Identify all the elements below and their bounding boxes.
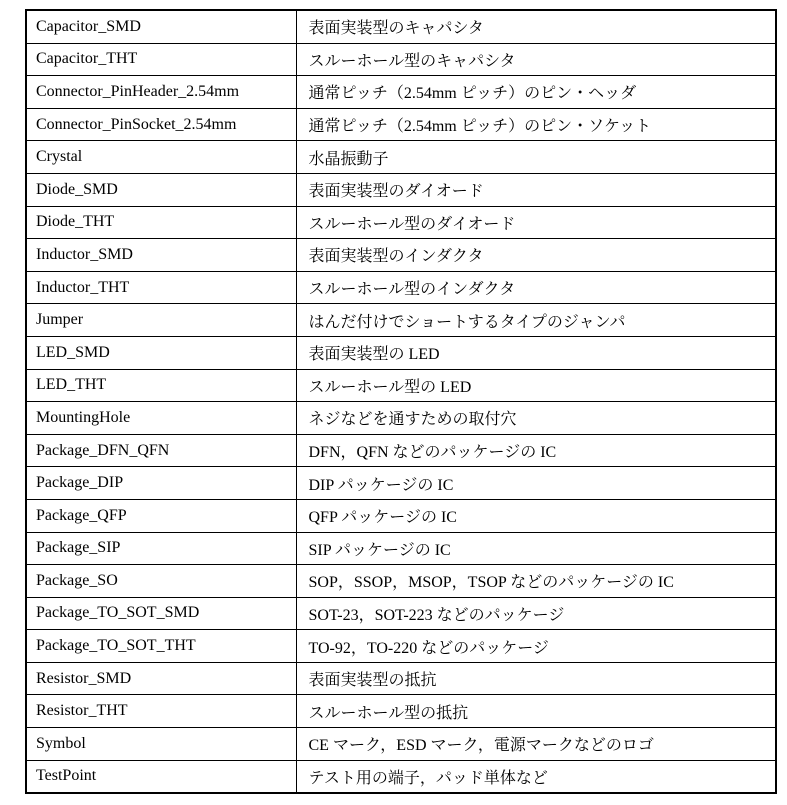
table-row bbox=[26, 76, 776, 109]
description-cell: QFP パッケージの IC bbox=[296, 499, 776, 532]
table-row bbox=[26, 43, 776, 76]
table-row bbox=[26, 402, 776, 435]
library-name-cell: Symbol bbox=[26, 728, 296, 761]
table-row bbox=[26, 760, 776, 793]
library-name-cell: Package_DFN_QFN bbox=[26, 434, 296, 467]
library-name-cell: Package_TO_SOT_THT bbox=[26, 630, 296, 663]
table-row bbox=[26, 239, 776, 272]
library-name-cell: Capacitor_SMD bbox=[26, 10, 296, 43]
description-cell: 水晶振動子 bbox=[296, 141, 776, 174]
library-name-cell: Connector_PinSocket_2.54mm bbox=[26, 108, 296, 141]
description-cell: スルーホール型の LED bbox=[296, 369, 776, 402]
description-cell: ネジなどを通すための取付穴 bbox=[296, 402, 776, 435]
library-name-cell: LED_THT bbox=[26, 369, 296, 402]
table-row bbox=[26, 565, 776, 598]
table-row bbox=[26, 630, 776, 663]
library-name-cell: Package_SO bbox=[26, 565, 296, 598]
library-name-cell: LED_SMD bbox=[26, 336, 296, 369]
table-row bbox=[26, 206, 776, 239]
library-name-cell: Crystal bbox=[26, 141, 296, 174]
library-name-cell: Capacitor_THT bbox=[26, 43, 296, 76]
library-name-cell: Diode_THT bbox=[26, 206, 296, 239]
description-cell: 表面実装型の抵抗 bbox=[296, 662, 776, 695]
library-name-cell: Package_QFP bbox=[26, 499, 296, 532]
description-cell: TO-92，TO-220 などのパッケージ bbox=[296, 630, 776, 663]
table-row bbox=[26, 728, 776, 761]
description-cell: SIP パッケージの IC bbox=[296, 532, 776, 565]
description-cell: 表面実装型のインダクタ bbox=[296, 239, 776, 272]
description-cell: テスト用の端子，パッド単体など bbox=[296, 760, 776, 793]
table-row bbox=[26, 108, 776, 141]
description-cell: スルーホール型のインダクタ bbox=[296, 271, 776, 304]
table-row bbox=[26, 597, 776, 630]
table-row bbox=[26, 369, 776, 402]
table-row bbox=[26, 173, 776, 206]
table-body bbox=[26, 10, 776, 793]
description-cell: 通常ピッチ（2.54mm ピッチ）のピン・ヘッダ bbox=[296, 76, 776, 109]
description-cell: 表面実装型の LED bbox=[296, 336, 776, 369]
description-cell: はんだ付けでショートするタイプのジャンパ bbox=[296, 304, 776, 337]
library-name-cell: Resistor_SMD bbox=[26, 662, 296, 695]
description-cell: 表面実装型のキャパシタ bbox=[296, 10, 776, 43]
table-row bbox=[26, 499, 776, 532]
table-row bbox=[26, 532, 776, 565]
description-cell: DFN，QFN などのパッケージの IC bbox=[296, 434, 776, 467]
library-name-cell: Package_DIP bbox=[26, 467, 296, 500]
library-name-cell: Connector_PinHeader_2.54mm bbox=[26, 76, 296, 109]
library-name-cell: Diode_SMD bbox=[26, 173, 296, 206]
table-row bbox=[26, 434, 776, 467]
footprint-library-table bbox=[25, 9, 777, 794]
library-name-cell: MountingHole bbox=[26, 402, 296, 435]
description-cell: SOP，SSOP，MSOP，TSOP などのパッケージの IC bbox=[296, 565, 776, 598]
description-cell: スルーホール型のダイオード bbox=[296, 206, 776, 239]
description-cell: SOT-23，SOT-223 などのパッケージ bbox=[296, 597, 776, 630]
description-cell: DIP パッケージの IC bbox=[296, 467, 776, 500]
library-name-cell: Resistor_THT bbox=[26, 695, 296, 728]
description-cell: スルーホール型の抵抗 bbox=[296, 695, 776, 728]
library-name-cell: Package_TO_SOT_SMD bbox=[26, 597, 296, 630]
table-row bbox=[26, 10, 776, 43]
library-name-cell: Package_SIP bbox=[26, 532, 296, 565]
table-row bbox=[26, 336, 776, 369]
library-name-cell: Jumper bbox=[26, 304, 296, 337]
table-row bbox=[26, 271, 776, 304]
description-cell: 表面実装型のダイオード bbox=[296, 173, 776, 206]
library-name-cell: TestPoint bbox=[26, 760, 296, 793]
library-name-cell: Inductor_SMD bbox=[26, 239, 296, 272]
table-row bbox=[26, 662, 776, 695]
description-cell: 通常ピッチ（2.54mm ピッチ）のピン・ソケット bbox=[296, 108, 776, 141]
table-row bbox=[26, 695, 776, 728]
table-row bbox=[26, 467, 776, 500]
library-name-cell: Inductor_THT bbox=[26, 271, 296, 304]
table-row bbox=[26, 304, 776, 337]
description-cell: スルーホール型のキャパシタ bbox=[296, 43, 776, 76]
table-row bbox=[26, 141, 776, 174]
description-cell: CE マーク，ESD マーク，電源マークなどのロゴ bbox=[296, 728, 776, 761]
